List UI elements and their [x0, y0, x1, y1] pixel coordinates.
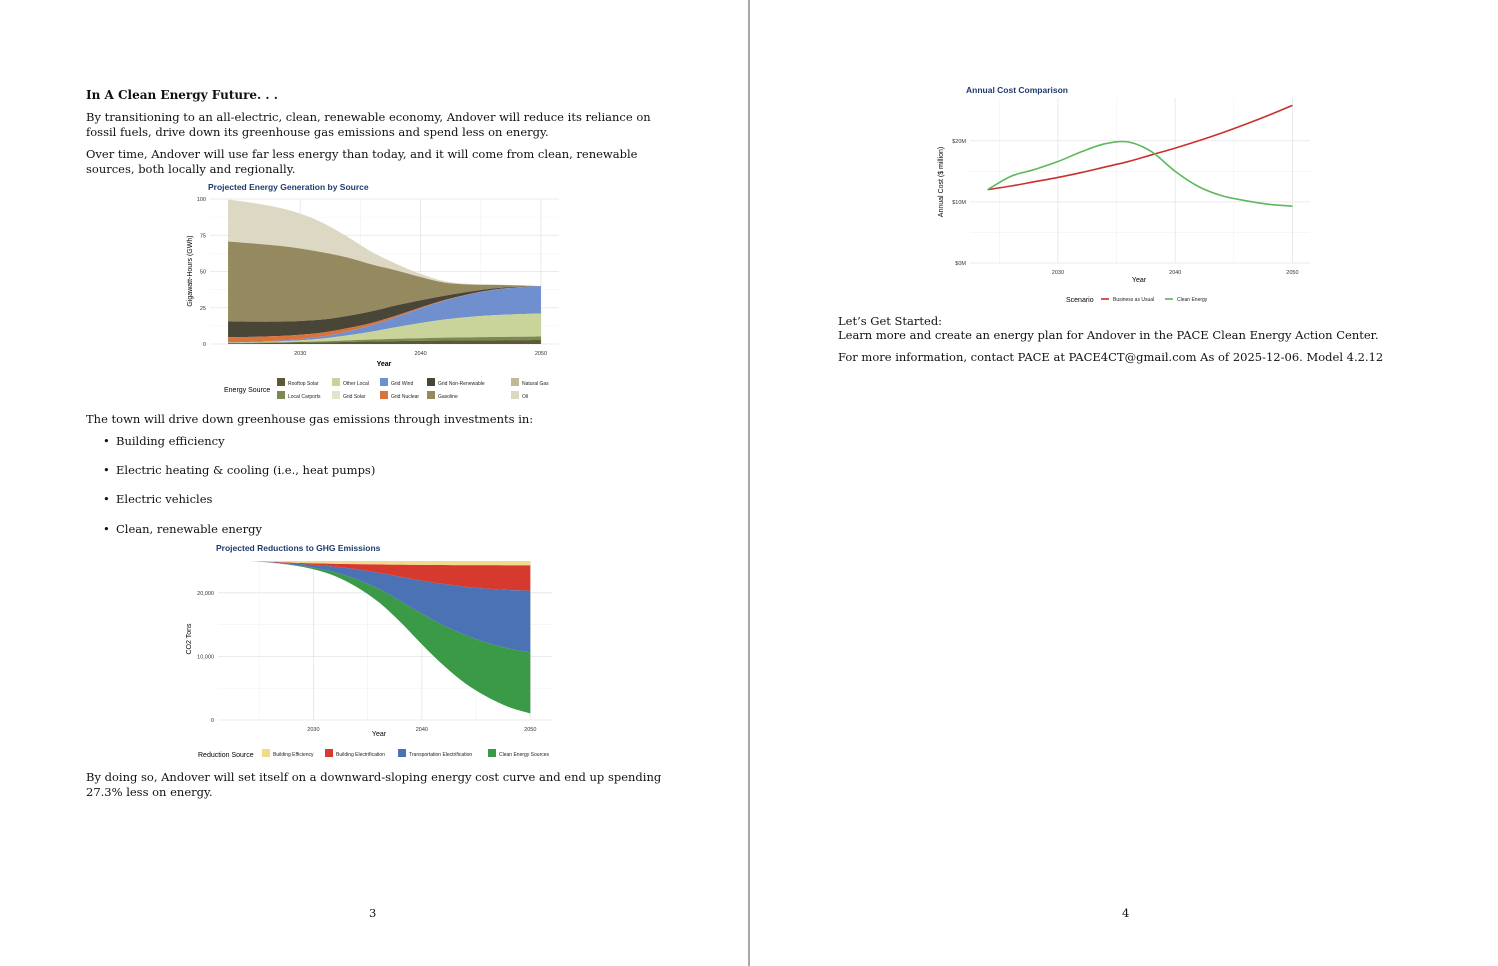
y-tick-label: 100: [196, 197, 206, 203]
legend-swatch-grid-solar: [332, 391, 340, 399]
ghg-chart-legend: [262, 749, 550, 758]
x-tick-label: 2030: [1051, 270, 1065, 276]
y-tick-label: 20,000: [197, 590, 214, 597]
annual-cost-chart: [930, 80, 1315, 308]
y-tick-label: 10,000: [197, 654, 214, 661]
x-tick-label: 2030: [294, 351, 307, 357]
y-tick-label: $10M: [952, 199, 966, 206]
list-item: • Clean, renewable energy: [116, 522, 262, 537]
legend-label-building-electrification: Building Electrification: [336, 752, 385, 758]
energy-generation-chart: [180, 178, 565, 406]
legend-swatch-rooftop-solar: [277, 378, 285, 386]
legend-label-other-local: Other Local: [343, 381, 369, 387]
legend-swatch-other-local: [332, 378, 340, 386]
cost-legend-title: Scenario: [1066, 297, 1094, 304]
cost-paragraph: By doing so, Andover will set itself on a downward-sloping energy cost curve and end up spending 27.3% less on energy.: [86, 770, 662, 799]
ghg-legend-title: Reduction Source: [198, 752, 254, 759]
legend-swatch-grid-non-renewable: [427, 378, 435, 386]
y-tick-label: 0: [202, 342, 206, 348]
energy-chart-xlabel: Year: [376, 361, 392, 368]
legend-swatch-local-carports: [277, 391, 285, 399]
energy-chart-ylabel: Gigawatt-Hours (GWh): [187, 235, 194, 307]
ghg-chart-x-ticks: [307, 727, 536, 733]
legend-swatch-building-efficiency: [262, 749, 270, 757]
legend-label-rooftop-solar: Rooftop Solar: [288, 381, 319, 387]
cost-chart-xlabel: Year: [1131, 277, 1147, 284]
x-tick-label: 2050: [524, 727, 537, 733]
y-tick-label: 50: [199, 269, 206, 276]
ghg-chart-ylabel: CO2 Tons: [186, 623, 193, 655]
y-tick-label: 0: [210, 718, 214, 724]
legend-label-natural-gas: Natural Gas: [522, 381, 549, 387]
legend-label-clean-energy: Clean Energy: [1177, 297, 1208, 303]
energy-paragraph: Over time, Andover will use far less energy than today, and it will come from clean, renewable sources, both locally and regionally.: [86, 147, 638, 176]
ghg-intro-paragraph: The town will drive down greenhouse gas emissions through investments in:: [86, 412, 534, 426]
energy-legend-title: Energy Source: [224, 387, 271, 394]
cost-chart-x-ticks: [1052, 270, 1299, 276]
legend-label-grid-solar: Grid Solar: [343, 394, 366, 400]
contact-info: For more information, contact PACE at PACE4CT@gmail.com As of 2025-12-06. Model 4.2.12: [838, 350, 1384, 364]
x-tick-label: 2040: [1169, 270, 1182, 276]
get-started-body: Learn more and create an energy plan for Andover in the PACE Clean Energy Action Center.: [838, 328, 1379, 342]
legend-swatch-transportation-electrification: [398, 749, 406, 757]
legend-label-gasoline: Gasoline: [438, 394, 458, 400]
energy-chart-legend: [277, 378, 549, 400]
legend-swatch-gasoline: [427, 391, 435, 399]
ghg-reduction-chart: [180, 539, 565, 764]
list-item: • Electric heating & cooling (i.e., heat pumps): [116, 463, 375, 478]
y-tick-label: 75: [199, 233, 206, 240]
legend-label-oil: Oil: [522, 394, 529, 400]
y-tick-label: $0M: [955, 261, 966, 267]
cost-chart-title: Annual Cost Comparison: [966, 85, 1069, 95]
cost-chart-y-ticks: [952, 139, 966, 267]
legend-swatch-grid-wind: [380, 378, 388, 386]
cost-chart-ylabel: Annual Cost ($ million): [938, 146, 945, 218]
list-item: • Building efficiency: [116, 434, 225, 449]
energy-chart-x-ticks: [294, 351, 547, 357]
page-number: 3: [369, 906, 377, 920]
x-tick-label: 2050: [534, 351, 548, 357]
ghg-chart-y-ticks: [197, 591, 214, 724]
list-item: • Electric vehicles: [116, 492, 212, 507]
y-tick-label: 25: [199, 305, 206, 312]
legend-swatch-oil: [511, 391, 519, 399]
plot-background: [970, 98, 1310, 263]
legend-label-grid-non-renewable: Grid Non-Renewable: [438, 381, 485, 387]
y-tick-label: $20M: [952, 138, 966, 145]
ghg-chart-xlabel: Year: [371, 731, 387, 738]
legend-label-transportation-electrification: Transportation Electrification: [409, 752, 473, 758]
intro-paragraph: By transitioning to an all-electric, clean, renewable economy, Andover will reduce its reliance on fossil fuels, drive down its greenhouse gas emissions and spend less on energy.: [86, 110, 651, 139]
energy-chart-y-ticks: [197, 197, 206, 348]
get-started-title: Let’s Get Started:: [838, 314, 943, 328]
energy-chart-title: Projected Energy Generation by Source: [208, 182, 369, 192]
legend-label-grid-nuclear: Grid Nuclear: [391, 394, 420, 400]
legend-swatch-clean-energy-sources: [488, 749, 496, 757]
x-tick-label: 2040: [415, 727, 428, 733]
section-heading: In A Clean Energy Future. . .: [86, 88, 278, 102]
legend-label-grid-wind: Grid Wind: [391, 381, 414, 387]
cost-chart-grid: [970, 98, 1310, 263]
ghg-chart-title: Projected Reductions to GHG Emissions: [216, 543, 381, 553]
x-tick-label: 2050: [1286, 270, 1299, 276]
legend-label-building-efficiency: Building Efficiency: [273, 752, 314, 758]
legend-label-clean-energy-sources: Clean Energy Sources: [499, 752, 550, 758]
page-4: [750, 0, 1498, 966]
legend-swatch-natural-gas: [511, 378, 519, 386]
legend-label-business-as-usual: Business as Usual: [1113, 297, 1155, 303]
x-tick-label: 2040: [414, 351, 427, 357]
legend-swatch-grid-nuclear: [380, 391, 388, 399]
page-number: 4: [1122, 906, 1130, 920]
legend-swatch-building-electrification: [325, 749, 333, 757]
page-3: [0, 0, 748, 966]
cost-chart-legend: [1101, 297, 1208, 303]
x-tick-label: 2030: [307, 727, 320, 733]
legend-label-local-carports: Local Carports: [288, 394, 321, 400]
